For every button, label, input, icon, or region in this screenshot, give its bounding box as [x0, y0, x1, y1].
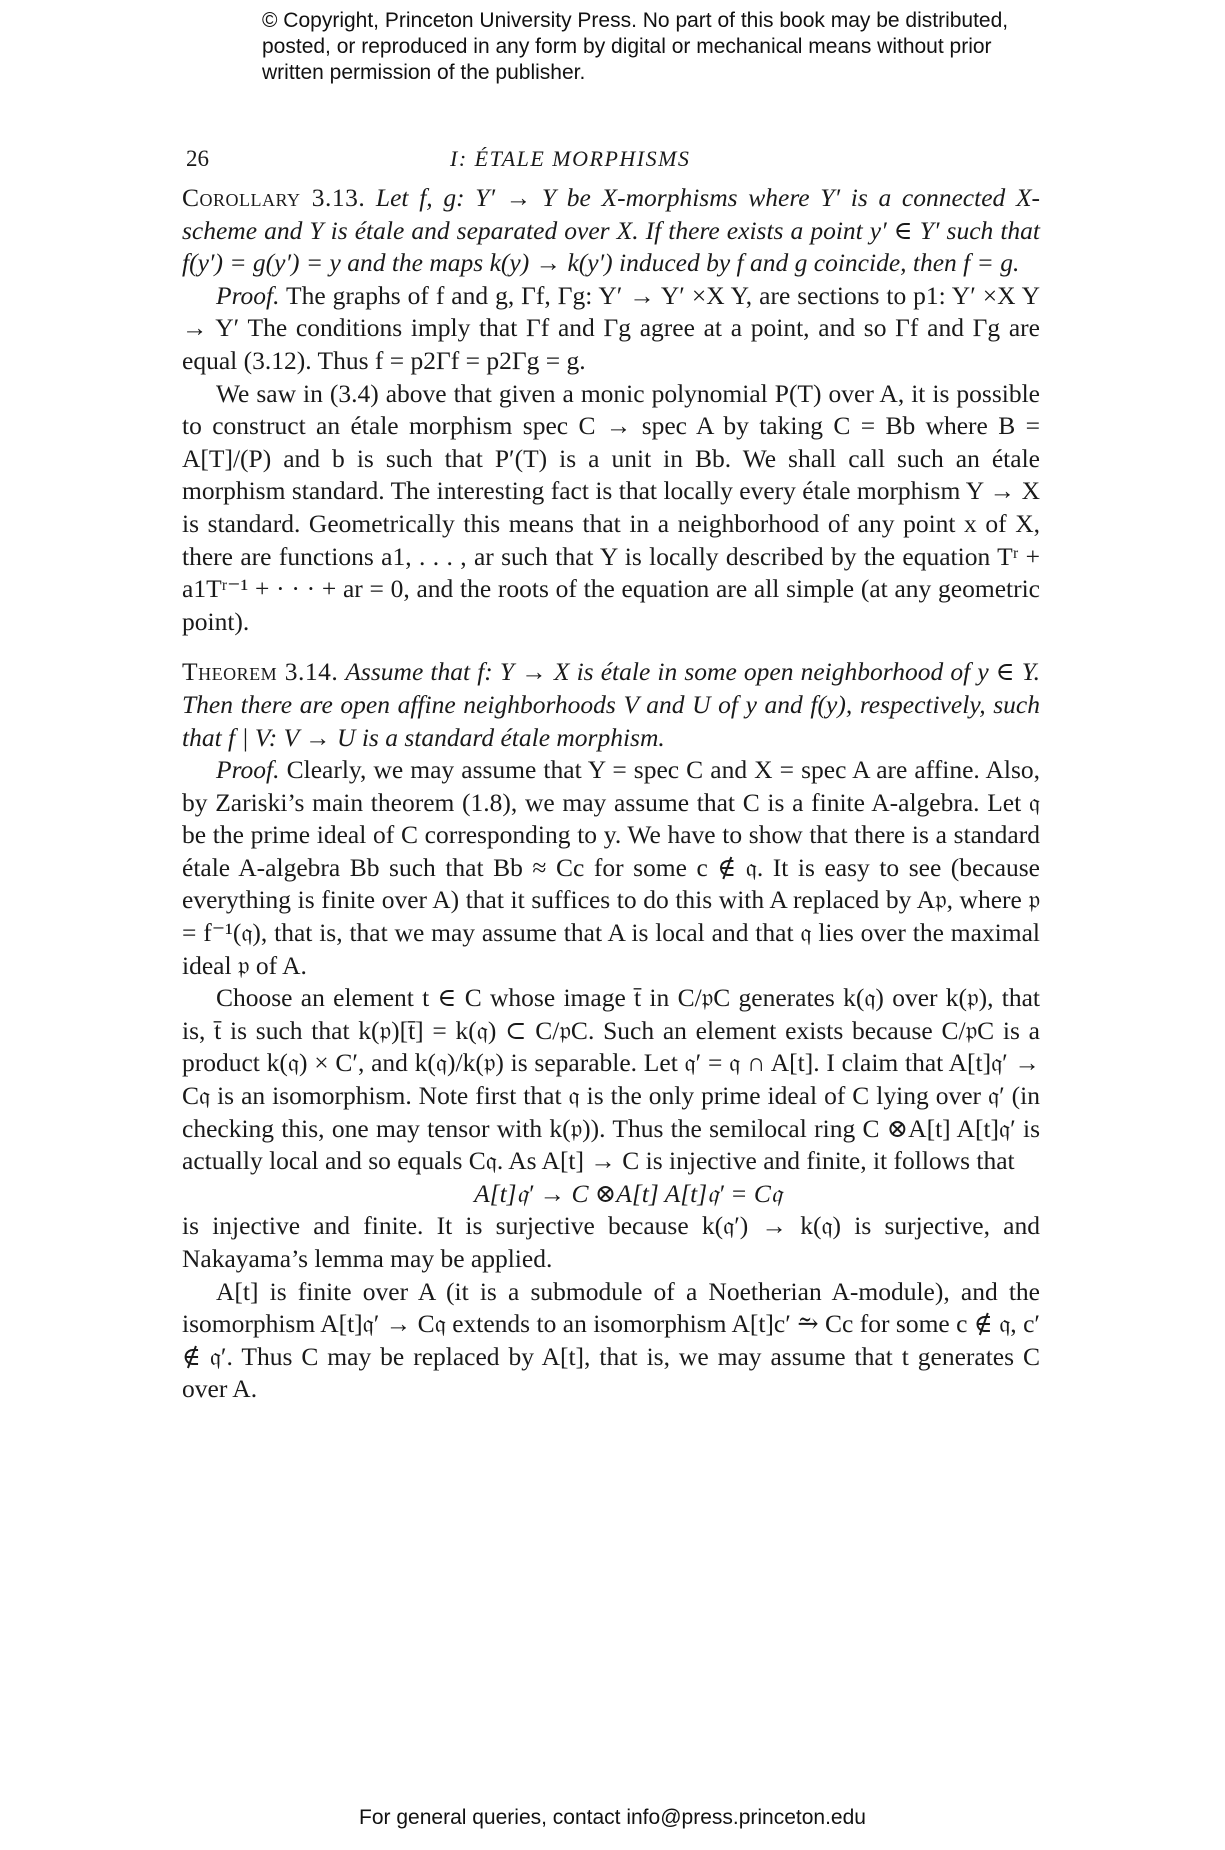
theorem-3-14: [182, 656, 1040, 754]
corollary-statement: Let f, g: Y′ → Y be X-morphisms where Y′ is a connected X-scheme and Y is étale and separated over X. If there exists a point y′ ∈ Y′ such that f(y′) = g(y′) = y and the maps k(y) → k(y′) induced by f and g coincide, then f = g.: [182, 183, 1041, 278]
corollary-label: Corollary 3.13.: [182, 183, 366, 212]
proof-label: Proof.: [216, 280, 280, 310]
copyright-notice: © Copyright, Princeton University Press. No part of this book may be distributed, posted, or reproduced in any form by digital or mechanical means without prior written permission of the publisher.: [262, 9, 1009, 84]
proof-corollary: [182, 280, 1040, 378]
proof-label: Proof.: [216, 755, 280, 785]
page-number: 26: [186, 146, 209, 171]
paragraph-standard-etale: We saw in (3.4) above that given a monic polynomial P(T) over A, it is possible to construct an étale morphism spec C → spec A by taking C = Bb where B = A[T]/(P) and b is such that P′(T) is a unit in Bb. We shall call such an étale morphism standard. The interesting fact is that locally every étale morphism Y → X is standard. Geometrically this means that in a neighborhood of any point x of X, there are functions a1, . . . , ar such that Y is locally described by the equation Tʳ + a1Tʳ⁻¹ + · · · + ar = 0, and the roots of the equation are all simple (at any geometric point).: [182, 378, 1040, 636]
paragraph-choose-element: Choose an element t ∈ C whose image t̄ in C/𝔭C generates k(𝔮) over k(𝔭), that is, t̄ is such that k(𝔭)[t̄] = k(𝔮) ⊂ C/𝔭C. Such an element exists because C/𝔭C is a product k(𝔮) × C′, and k(𝔮)/k(𝔭) is separable. Let 𝔮′ = 𝔮 ∩ A[t]. I claim that A[t]𝔮′ → C𝔮 is an isomorphism. Note first that 𝔮 is the only prime ideal of C lying over 𝔮′ (in checking this, one may tensor with k(𝔭)). Thus the semilocal ring C ⊗A[t] A[t]𝔮′ is actually local and so equals C𝔮. As A[t] → C is injective and finite, it follows that: [182, 983, 1040, 1176]
proof-text: Clearly, we may assume that Y = spec C and X = spec A are affine. Also, by Zariski’s main theorem (1.8), we may assume that C is a finite A-algebra. Let 𝔮 be the prime ideal of C corresponding to y. We have to show that there is a standard étale A-algebra Bb such that Bb ≈ Cc for some c ∉ 𝔮. It is easy to see (because everything is finite over A) that it suffices to do this with A replaced by A𝔭, where 𝔭 = f⁻¹(𝔮), that is, that we may assume that A is local and that 𝔮 lies over the maximal ideal 𝔭 of A.: [182, 755, 1041, 980]
paragraph-injective: is injective and finite. It is surjective because k(𝔮′) → k(𝔮) is surjective, and Nakayama’s lemma may be applied.: [182, 1211, 1040, 1273]
footer-contact: For general queries, contact info@press.princeton.edu: [359, 1806, 866, 1829]
display-equation: A[t]𝔮′ → C ⊗A[t] A[t]𝔮′ = C𝔮: [474, 1178, 782, 1208]
theorem-statement: Assume that f: Y → X is étale in some open neighborhood of y ∈ Y. Then there are open affine neighborhoods V and U of y and f(y), respectively, such that f | V: V → U is a standard étale morphism.: [182, 657, 1041, 752]
proof-text: The graphs of f and g, Γf, Γg: Y′ → Y′ ×X Y, are sections to p1: Y′ ×X Y → Y′ The conditions imply that Γf and Γg agree at a point, and so Γf and Γg are equal (3.12). Thus f = p2Γf = p2Γg = g.: [182, 280, 1040, 375]
proof-theorem: [182, 754, 1040, 982]
page-body: [182, 182, 1040, 1406]
corollary-3-13: [182, 182, 1040, 280]
paragraph-final: A[t] is finite over A (it is a submodule of a Noetherian A-module), and the isomorphism A[t]𝔮′ → C𝔮 extends to an isomorphism A[t]c′ ⥲ Cc for some c ∉ 𝔮, c′ ∉ 𝔮′. Thus C may be replaced by A[t], that is, we may assume that t generates C over A.: [182, 1276, 1040, 1404]
theorem-label: Theorem 3.14.: [182, 657, 339, 687]
running-head: I: ÉTALE MORPHISMS: [450, 146, 691, 171]
